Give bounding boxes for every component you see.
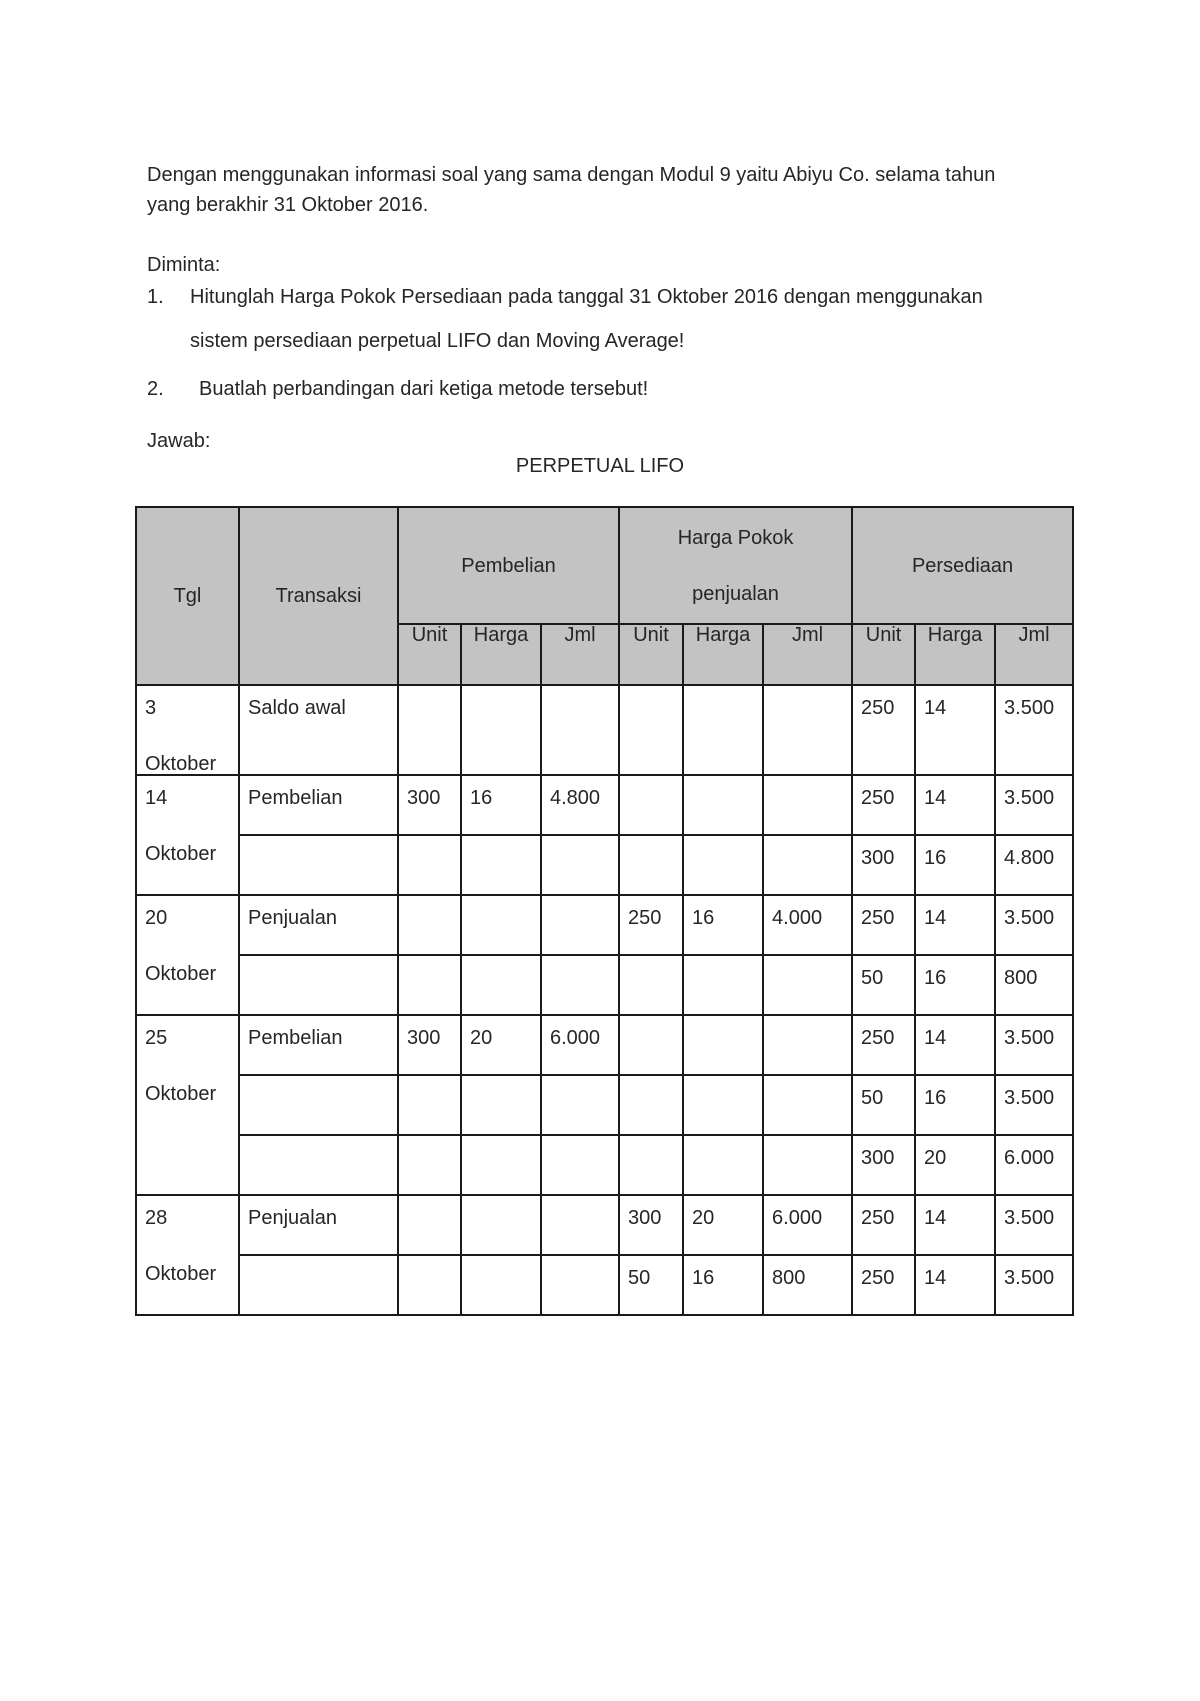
- hpp-jml-cell: 800: [763, 1255, 852, 1315]
- pembelian-harga-cell: [461, 1135, 541, 1195]
- tgl-cell: [136, 775, 239, 895]
- transaksi-cell: [239, 1255, 398, 1315]
- tgl-month: Oktober: [145, 843, 217, 865]
- transaksi-cell: Pembelian: [239, 1015, 398, 1075]
- hpp-unit-cell: [619, 1015, 683, 1075]
- persediaan-harga-cell: 14: [915, 1015, 995, 1075]
- pembelian-harga-cell: [461, 895, 541, 955]
- pembelian-jml-cell: [541, 1135, 619, 1195]
- task-2-number: 2.: [147, 378, 164, 400]
- table-title: PERPETUAL LIFO: [515, 455, 685, 477]
- pembelian-unit-cell: [398, 1195, 461, 1255]
- task-1-line-1: Hitunglah Harga Pokok Persediaan pada tanggal 31 Oktober 2016 dengan menggunakan: [190, 286, 983, 308]
- persediaan-jml-cell: 3.500: [995, 895, 1073, 955]
- hpp-unit-cell: [619, 775, 683, 835]
- header-pembelian-jml: Jml: [541, 624, 619, 685]
- persediaan-jml-cell: 4.800: [995, 835, 1073, 895]
- tgl-cell: [136, 1195, 239, 1315]
- persediaan-jml-cell: 3.500: [995, 775, 1073, 835]
- hpp-unit-cell: [619, 685, 683, 775]
- tgl-cell: [136, 1015, 239, 1195]
- hpp-unit-cell: [619, 1075, 683, 1135]
- persediaan-jml-cell: 6.000: [995, 1135, 1073, 1195]
- hpp-harga-cell: [683, 955, 763, 1015]
- header-hpp-harga: Harga: [683, 624, 763, 685]
- pembelian-jml-cell: [541, 685, 619, 775]
- table-row: [136, 1135, 1073, 1195]
- tgl-cell: [136, 685, 239, 775]
- header-pembelian-unit: Unit: [398, 624, 461, 685]
- header-hpp-line-1: Harga Pokok: [677, 526, 794, 549]
- diminta-label: Diminta:: [147, 254, 221, 276]
- perpetual-lifo-table: [135, 506, 1074, 1316]
- persediaan-unit-cell: 300: [852, 835, 915, 895]
- table-row: [136, 775, 1073, 835]
- header-persediaan: Persediaan: [852, 507, 1073, 624]
- transaksi-cell: Penjualan: [239, 1195, 398, 1255]
- table-row: [136, 895, 1073, 955]
- tgl-month: Oktober: [145, 1263, 217, 1285]
- pembelian-harga-cell: [461, 1255, 541, 1315]
- tgl-day: 28: [145, 1207, 168, 1229]
- hpp-unit-cell: 50: [619, 1255, 683, 1315]
- hpp-unit-cell: [619, 835, 683, 895]
- persediaan-unit-cell: 250: [852, 775, 915, 835]
- transaksi-cell: [239, 955, 398, 1015]
- persediaan-harga-cell: 14: [915, 1255, 995, 1315]
- header-persediaan-harga: Harga: [915, 624, 995, 685]
- pembelian-jml-cell: [541, 895, 619, 955]
- table-row: [136, 685, 1073, 775]
- hpp-jml-cell: 4.000: [763, 895, 852, 955]
- pembelian-jml-cell: [541, 1075, 619, 1135]
- pembelian-unit-cell: 300: [398, 775, 461, 835]
- pembelian-unit-cell: [398, 835, 461, 895]
- pembelian-harga-cell: [461, 955, 541, 1015]
- hpp-harga-cell: 20: [683, 1195, 763, 1255]
- hpp-unit-cell: [619, 955, 683, 1015]
- hpp-jml-cell: [763, 1075, 852, 1135]
- pembelian-unit-cell: [398, 685, 461, 775]
- persediaan-harga-cell: 16: [915, 955, 995, 1015]
- persediaan-unit-cell: 300: [852, 1135, 915, 1195]
- transaksi-cell: [239, 1135, 398, 1195]
- persediaan-jml-cell: 3.500: [995, 1195, 1073, 1255]
- persediaan-unit-cell: 50: [852, 1075, 915, 1135]
- persediaan-jml-cell: 3.500: [995, 685, 1073, 775]
- persediaan-unit-cell: 50: [852, 955, 915, 1015]
- header-persediaan-jml: Jml: [995, 624, 1073, 685]
- table-row: [136, 835, 1073, 895]
- header-harga-pokok-penjualan: [619, 507, 852, 624]
- pembelian-jml-cell: 6.000: [541, 1015, 619, 1075]
- persediaan-harga-cell: 14: [915, 685, 995, 775]
- table-row: [136, 955, 1073, 1015]
- tgl-cell: [136, 895, 239, 1015]
- persediaan-unit-cell: 250: [852, 895, 915, 955]
- transaksi-cell: Pembelian: [239, 775, 398, 835]
- persediaan-jml-cell: 3.500: [995, 1015, 1073, 1075]
- hpp-harga-cell: [683, 1075, 763, 1135]
- pembelian-harga-cell: [461, 835, 541, 895]
- tgl-day: 20: [145, 907, 168, 929]
- pembelian-unit-cell: [398, 1075, 461, 1135]
- persediaan-unit-cell: 250: [852, 1195, 915, 1255]
- persediaan-jml-cell: 3.500: [995, 1255, 1073, 1315]
- pembelian-unit-cell: [398, 1255, 461, 1315]
- hpp-jml-cell: [763, 835, 852, 895]
- tgl-day: 25: [145, 1027, 168, 1049]
- header-transaksi: Transaksi: [239, 507, 398, 685]
- pembelian-unit-cell: [398, 955, 461, 1015]
- tgl-month: Oktober: [145, 753, 217, 775]
- table-row: [136, 1195, 1073, 1255]
- header-hpp-unit: Unit: [619, 624, 683, 685]
- persediaan-unit-cell: 250: [852, 1255, 915, 1315]
- hpp-harga-cell: [683, 775, 763, 835]
- hpp-jml-cell: 6.000: [763, 1195, 852, 1255]
- header-tgl: Tgl: [136, 507, 239, 685]
- transaksi-cell: Saldo awal: [239, 685, 398, 775]
- hpp-harga-cell: [683, 1015, 763, 1075]
- pembelian-harga-cell: [461, 685, 541, 775]
- header-hpp-line-2: penjualan: [692, 582, 779, 605]
- hpp-jml-cell: [763, 685, 852, 775]
- tgl-day: 3: [145, 697, 157, 719]
- pembelian-jml-cell: [541, 1195, 619, 1255]
- pembelian-unit-cell: 300: [398, 1015, 461, 1075]
- hpp-unit-cell: 250: [619, 895, 683, 955]
- hpp-harga-cell: [683, 835, 763, 895]
- persediaan-harga-cell: 20: [915, 1135, 995, 1195]
- persediaan-harga-cell: 14: [915, 895, 995, 955]
- hpp-unit-cell: [619, 1135, 683, 1195]
- hpp-harga-cell: 16: [683, 895, 763, 955]
- header-pembelian-harga: Harga: [461, 624, 541, 685]
- task-2-line-1: Buatlah perbandingan dari ketiga metode tersebut!: [199, 378, 649, 400]
- hpp-harga-cell: [683, 685, 763, 775]
- tgl-month: Oktober: [145, 1083, 217, 1105]
- pembelian-unit-cell: [398, 1135, 461, 1195]
- header-pembelian: Pembelian: [398, 507, 619, 624]
- hpp-jml-cell: [763, 1015, 852, 1075]
- persediaan-jml-cell: 800: [995, 955, 1073, 1015]
- task-1-line-2: sistem persediaan perpetual LIFO dan Moving Average!: [190, 330, 685, 352]
- pembelian-harga-cell: [461, 1195, 541, 1255]
- pembelian-harga-cell: 20: [461, 1015, 541, 1075]
- persediaan-harga-cell: 14: [915, 775, 995, 835]
- table-row: [136, 1075, 1073, 1135]
- pembelian-jml-cell: [541, 1255, 619, 1315]
- transaksi-cell: Penjualan: [239, 895, 398, 955]
- hpp-jml-cell: [763, 775, 852, 835]
- header-hpp-jml: Jml: [763, 624, 852, 685]
- persediaan-harga-cell: 16: [915, 1075, 995, 1135]
- header-persediaan-unit: Unit: [852, 624, 915, 685]
- jawab-label: Jawab:: [147, 430, 211, 452]
- hpp-jml-cell: [763, 1135, 852, 1195]
- intro-line-1: Dengan menggunakan informasi soal yang sama dengan Modul 9 yaitu Abiyu Co. selama tahun: [147, 164, 996, 186]
- hpp-harga-cell: 16: [683, 1255, 763, 1315]
- persediaan-jml-cell: 3.500: [995, 1075, 1073, 1135]
- hpp-unit-cell: 300: [619, 1195, 683, 1255]
- table-row: [136, 1015, 1073, 1075]
- pembelian-jml-cell: [541, 955, 619, 1015]
- persediaan-unit-cell: 250: [852, 1015, 915, 1075]
- task-1-number: 1.: [147, 286, 164, 308]
- persediaan-harga-cell: 16: [915, 835, 995, 895]
- hpp-harga-cell: [683, 1135, 763, 1195]
- hpp-jml-cell: [763, 955, 852, 1015]
- tgl-day: 14: [145, 787, 168, 809]
- transaksi-cell: [239, 835, 398, 895]
- pembelian-jml-cell: [541, 835, 619, 895]
- pembelian-harga-cell: 16: [461, 775, 541, 835]
- tgl-month: Oktober: [145, 963, 217, 985]
- intro-line-2: yang berakhir 31 Oktober 2016.: [147, 194, 429, 216]
- persediaan-unit-cell: 250: [852, 685, 915, 775]
- persediaan-harga-cell: 14: [915, 1195, 995, 1255]
- pembelian-harga-cell: [461, 1075, 541, 1135]
- pembelian-jml-cell: 4.800: [541, 775, 619, 835]
- table-row: [136, 1255, 1073, 1315]
- pembelian-unit-cell: [398, 895, 461, 955]
- transaksi-cell: [239, 1075, 398, 1135]
